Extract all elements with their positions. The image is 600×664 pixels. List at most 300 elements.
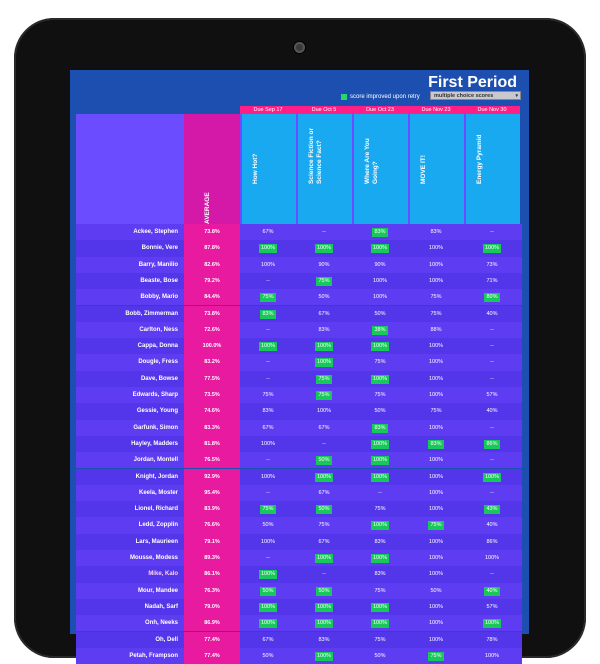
student-name[interactable]: Ackee, Stephen <box>133 229 178 235</box>
score-cell[interactable] <box>240 550 296 566</box>
score-cell[interactable] <box>408 224 464 240</box>
score-type-select[interactable] <box>430 91 521 100</box>
score-cell[interactable] <box>352 599 408 615</box>
score-cell[interactable] <box>408 501 464 517</box>
improved-score: 100% <box>316 603 332 610</box>
score-cell[interactable] <box>296 599 352 615</box>
score-cell[interactable] <box>352 452 408 468</box>
score-cell[interactable] <box>240 273 296 289</box>
score-cell[interactable] <box>352 240 408 256</box>
score-cell[interactable] <box>240 224 296 240</box>
student-name[interactable]: Beaste, Bose <box>140 277 178 284</box>
score-cell[interactable] <box>240 354 296 370</box>
score-cell[interactable] <box>296 501 352 517</box>
score-cell[interactable] <box>240 583 296 599</box>
score-value: 83% <box>374 538 386 545</box>
assignment-name: Where Are You Going? <box>364 138 379 184</box>
table-row[interactable] <box>76 240 522 256</box>
student-name[interactable]: Lars, Maurieen <box>135 538 178 545</box>
assignment-name: Science Fiction or Science Fact? <box>308 128 323 184</box>
score-cell[interactable] <box>352 338 408 354</box>
score-cell[interactable] <box>296 452 352 468</box>
average-cell: 86.9% <box>184 615 240 631</box>
improved-score: 100% <box>372 555 388 561</box>
score-value: 100% <box>260 261 276 268</box>
score-cell[interactable] <box>240 517 296 533</box>
score-value: 100% <box>428 424 444 431</box>
table-row[interactable] <box>76 289 522 305</box>
score-cell[interactable] <box>408 403 464 419</box>
score-cell[interactable] <box>408 289 464 305</box>
score-value: 88% <box>430 326 442 333</box>
score-cell[interactable] <box>408 469 464 485</box>
average-cell: 76.5% <box>184 452 240 468</box>
score-cell[interactable] <box>464 501 520 517</box>
improved-score: 100% <box>484 620 500 627</box>
score-cell[interactable] <box>296 632 352 648</box>
score-value: 75% <box>374 359 386 366</box>
score-cell[interactable] <box>464 566 520 582</box>
table-row[interactable] <box>76 550 522 566</box>
score-value: 67% <box>318 489 330 496</box>
score-cell[interactable] <box>352 469 408 485</box>
improved-score: 50% <box>318 457 330 464</box>
score-value: -- <box>490 359 494 366</box>
score-cell[interactable] <box>464 338 520 354</box>
score-cell[interactable] <box>464 273 520 289</box>
average-header[interactable] <box>184 114 240 224</box>
score-cell[interactable] <box>408 338 464 354</box>
score-value: 67% <box>262 636 274 643</box>
student-name[interactable]: Edwards, Sharp <box>132 392 178 398</box>
score-cell[interactable] <box>296 615 352 631</box>
score-cell[interactable] <box>408 273 464 289</box>
average-cell: 83.9% <box>184 501 240 517</box>
score-cell[interactable] <box>296 273 352 289</box>
score-value: 50% <box>262 652 274 659</box>
score-cell[interactable] <box>352 485 408 501</box>
score-value: 83% <box>318 636 330 643</box>
improved-score: 100% <box>260 343 276 350</box>
table-row[interactable] <box>76 306 522 322</box>
score-cell[interactable] <box>352 371 408 387</box>
score-cell[interactable] <box>240 501 296 517</box>
score-cell[interactable] <box>352 403 408 419</box>
score-cell[interactable] <box>464 599 520 615</box>
score-cell[interactable] <box>352 648 408 664</box>
score-cell[interactable] <box>408 436 464 452</box>
assignment-header[interactable] <box>240 114 296 224</box>
score-value: -- <box>490 424 494 431</box>
table-row[interactable] <box>76 566 522 582</box>
score-cell[interactable] <box>296 338 352 354</box>
score-cell[interactable] <box>408 387 464 403</box>
average-cell: 86.1% <box>184 566 240 582</box>
student-name[interactable]: Gessie, Young <box>136 408 178 415</box>
score-value: 75% <box>430 408 442 415</box>
table-row[interactable] <box>76 615 522 631</box>
due-date-label: Due Sep 17 <box>240 106 296 114</box>
score-cell[interactable] <box>352 550 408 566</box>
student-name[interactable]: Keela, Moster <box>138 489 178 496</box>
score-cell[interactable] <box>464 485 520 501</box>
average-cell: 82.6% <box>184 257 240 273</box>
score-value: 100% <box>260 538 276 545</box>
score-cell[interactable] <box>352 289 408 305</box>
score-cell[interactable] <box>464 289 520 305</box>
improved-score: 100% <box>484 473 500 480</box>
score-cell[interactable] <box>464 469 520 485</box>
score-cell[interactable] <box>296 485 352 501</box>
score-value: 67% <box>262 229 274 235</box>
score-cell[interactable] <box>240 485 296 501</box>
improved-score: 50% <box>262 587 274 594</box>
legend <box>341 94 420 100</box>
score-cell[interactable] <box>408 420 464 436</box>
score-value: 67% <box>318 310 330 317</box>
table-row[interactable] <box>76 371 522 387</box>
score-cell[interactable] <box>296 517 352 533</box>
improved-score: 75% <box>318 392 330 398</box>
student-name[interactable]: Bonnie, Vere <box>141 245 178 252</box>
table-row[interactable] <box>76 403 522 419</box>
score-cell[interactable] <box>352 354 408 370</box>
improved-score: 75% <box>262 506 274 513</box>
average-cell: 77.4% <box>184 632 240 648</box>
score-value: 67% <box>262 424 274 431</box>
score-cell[interactable] <box>296 240 352 256</box>
score-cell[interactable] <box>296 354 352 370</box>
score-cell[interactable] <box>408 566 464 582</box>
score-value: 100% <box>428 620 444 627</box>
improved-score: 75% <box>430 522 442 529</box>
score-value: 100% <box>316 408 332 415</box>
score-cell[interactable] <box>296 306 352 322</box>
average-cell: 76.3% <box>184 583 240 599</box>
score-cell[interactable] <box>408 583 464 599</box>
score-cell[interactable] <box>464 322 520 338</box>
average-cell: 100.0% <box>184 338 240 354</box>
score-value: -- <box>322 229 326 235</box>
score-cell[interactable] <box>408 599 464 615</box>
score-cell[interactable] <box>240 566 296 582</box>
score-cell[interactable] <box>352 387 408 403</box>
score-cell[interactable] <box>464 534 520 550</box>
average-cell: 73.5% <box>184 387 240 403</box>
table-row[interactable] <box>76 420 522 436</box>
student-name[interactable]: Carlton, Ness <box>139 326 178 333</box>
assignment-header[interactable] <box>464 114 520 224</box>
score-cell[interactable] <box>408 632 464 648</box>
table-row[interactable] <box>76 338 522 354</box>
score-cell[interactable] <box>464 420 520 436</box>
score-value: 100% <box>428 457 444 464</box>
score-cell[interactable] <box>240 436 296 452</box>
score-value: 75% <box>374 392 386 398</box>
assignment-header[interactable] <box>352 114 408 224</box>
score-cell[interactable] <box>352 501 408 517</box>
student-name[interactable]: Hayley, Madders <box>131 440 178 447</box>
score-value: 90% <box>374 261 386 268</box>
score-value: -- <box>490 457 494 464</box>
score-value: 67% <box>318 424 330 431</box>
score-value: 100% <box>428 375 444 382</box>
score-cell[interactable] <box>464 632 520 648</box>
improved-score: 100% <box>372 343 388 350</box>
score-cell[interactable] <box>240 534 296 550</box>
improved-score: 80% <box>486 294 498 301</box>
score-cell[interactable] <box>464 240 520 256</box>
score-cell[interactable] <box>464 354 520 370</box>
score-cell[interactable] <box>464 452 520 468</box>
page-title: First Period <box>428 74 517 91</box>
score-cell[interactable] <box>408 371 464 387</box>
score-cell[interactable] <box>352 436 408 452</box>
score-cell[interactable] <box>464 403 520 419</box>
score-cell[interactable] <box>296 387 352 403</box>
improved-score: 83% <box>430 440 442 447</box>
score-value: 86% <box>486 538 498 545</box>
score-cell[interactable] <box>352 224 408 240</box>
score-cell[interactable] <box>240 387 296 403</box>
score-value: 100% <box>428 636 444 643</box>
student-name[interactable]: Cappa, Donna <box>137 343 178 350</box>
improved-score: 100% <box>316 473 332 480</box>
improved-score: 83% <box>374 229 386 235</box>
student-name[interactable]: Bobby, Mario <box>140 294 178 301</box>
table-row[interactable] <box>76 534 522 550</box>
score-cell[interactable] <box>296 550 352 566</box>
gradebook-screen <box>70 70 529 659</box>
score-cell[interactable] <box>408 517 464 533</box>
table-row[interactable] <box>76 599 522 615</box>
score-cell[interactable] <box>408 240 464 256</box>
table-row[interactable] <box>76 485 522 501</box>
improved-score: 100% <box>260 620 276 627</box>
header-bar <box>70 70 529 106</box>
student-name[interactable]: Knight, Jordan <box>135 473 178 480</box>
table-row[interactable] <box>76 583 522 599</box>
score-value: -- <box>490 489 494 496</box>
score-value: -- <box>266 326 270 333</box>
score-cell[interactable] <box>296 469 352 485</box>
score-value: -- <box>322 571 326 578</box>
score-cell[interactable] <box>408 306 464 322</box>
score-cell[interactable] <box>240 648 296 664</box>
score-cell[interactable] <box>296 420 352 436</box>
chevron-down-icon: ▾ <box>515 93 518 99</box>
score-cell[interactable] <box>296 648 352 664</box>
score-value: 50% <box>374 408 386 415</box>
score-cell[interactable] <box>464 224 520 240</box>
score-cell[interactable] <box>352 615 408 631</box>
score-cell[interactable] <box>296 436 352 452</box>
average-cell: 95.4% <box>184 485 240 501</box>
table-row[interactable] <box>76 354 522 370</box>
score-cell[interactable] <box>296 403 352 419</box>
score-cell[interactable] <box>464 648 520 664</box>
score-cell[interactable] <box>240 240 296 256</box>
score-value: 100% <box>428 392 444 398</box>
score-value: 100% <box>428 359 444 366</box>
student-name[interactable]: Mour, Mandee <box>137 587 178 594</box>
table-row[interactable] <box>76 501 522 517</box>
score-cell[interactable] <box>408 257 464 273</box>
average-cell: 92.9% <box>184 469 240 485</box>
score-cell[interactable] <box>464 517 520 533</box>
score-cell[interactable] <box>296 371 352 387</box>
average-cell: 74.6% <box>184 403 240 419</box>
score-cell[interactable] <box>240 257 296 273</box>
student-name[interactable]: Oh, Dell <box>155 636 178 643</box>
score-cell[interactable] <box>296 257 352 273</box>
score-cell[interactable] <box>464 387 520 403</box>
table-row[interactable] <box>76 452 522 468</box>
score-cell[interactable] <box>296 534 352 550</box>
score-cell[interactable] <box>408 354 464 370</box>
score-value: -- <box>490 326 494 333</box>
score-cell[interactable] <box>352 534 408 550</box>
due-date-label: Due Nov 30 <box>464 106 520 114</box>
score-cell[interactable] <box>408 615 464 631</box>
score-cell[interactable] <box>408 485 464 501</box>
score-value: 83% <box>374 571 386 578</box>
score-value: 100% <box>428 538 444 545</box>
average-cell: 73.8% <box>184 224 240 240</box>
score-cell[interactable] <box>408 322 464 338</box>
improved-score: 75% <box>262 294 274 301</box>
score-cell[interactable] <box>240 371 296 387</box>
score-cell[interactable] <box>352 517 408 533</box>
improved-score: 100% <box>372 620 388 627</box>
score-cell[interactable] <box>352 306 408 322</box>
score-cell[interactable] <box>352 322 408 338</box>
score-cell[interactable] <box>296 322 352 338</box>
score-cell[interactable] <box>464 550 520 566</box>
student-name[interactable]: Lionel, Richard <box>134 506 178 513</box>
table-row[interactable] <box>76 322 522 338</box>
student-name[interactable]: Nadah, Sarf <box>144 603 178 610</box>
score-cell[interactable] <box>240 403 296 419</box>
score-cell[interactable] <box>464 371 520 387</box>
score-cell[interactable] <box>464 306 520 322</box>
table-row[interactable] <box>76 436 522 452</box>
assignment-header[interactable] <box>408 114 464 224</box>
student-name[interactable]: Barry, Manilio <box>138 261 178 268</box>
score-cell[interactable] <box>296 289 352 305</box>
score-cell[interactable] <box>240 306 296 322</box>
score-cell[interactable] <box>240 615 296 631</box>
score-cell[interactable] <box>464 436 520 452</box>
improved-score: 75% <box>318 277 330 284</box>
score-cell[interactable] <box>352 566 408 582</box>
score-value: 40% <box>486 310 498 317</box>
score-value: 71% <box>486 277 498 284</box>
improved-score: 50% <box>318 506 330 513</box>
improved-score: 100% <box>484 245 500 252</box>
table-row[interactable] <box>76 387 522 403</box>
student-name[interactable]: Mousse, Modess <box>129 555 178 561</box>
student-name[interactable]: Jordan, Montell <box>133 457 178 464</box>
improved-score: 38% <box>374 326 386 333</box>
score-value: 75% <box>430 310 442 317</box>
score-cell[interactable] <box>352 420 408 436</box>
improved-score: 100% <box>316 359 332 366</box>
score-cell[interactable] <box>240 599 296 615</box>
average-cell: 79.0% <box>184 599 240 615</box>
average-cell: 87.8% <box>184 240 240 256</box>
score-cell[interactable] <box>240 338 296 354</box>
table-row[interactable] <box>76 469 522 485</box>
table-row[interactable] <box>76 224 522 240</box>
student-name[interactable]: Mike, Kalo <box>148 571 178 578</box>
score-value: 75% <box>430 294 442 301</box>
table-row[interactable] <box>76 632 522 648</box>
score-value: 75% <box>374 587 386 594</box>
improved-score: 100% <box>372 603 388 610</box>
score-value: 100% <box>428 473 444 480</box>
score-value: -- <box>378 489 382 496</box>
score-cell[interactable] <box>464 615 520 631</box>
student-name[interactable]: Onh, Neeks <box>144 620 178 627</box>
student-name[interactable]: Bobb, Zimmerman <box>125 310 178 317</box>
score-cell[interactable] <box>352 632 408 648</box>
score-value: 75% <box>262 392 274 398</box>
due-date-label: Due Oct 23 <box>352 106 408 114</box>
improved-score: 100% <box>260 571 276 578</box>
student-name[interactable]: Petah, Frampson <box>129 652 178 659</box>
score-value: 50% <box>262 522 274 529</box>
name-header <box>76 114 184 224</box>
average-cell: 76.6% <box>184 517 240 533</box>
student-name[interactable]: Dougle, Fress <box>138 359 178 366</box>
score-cell[interactable] <box>296 566 352 582</box>
improved-score: 83% <box>262 310 274 317</box>
score-cell[interactable] <box>408 452 464 468</box>
student-name[interactable]: Garfunk, Simon <box>133 424 178 431</box>
score-cell[interactable] <box>408 550 464 566</box>
score-cell[interactable] <box>408 648 464 664</box>
score-cell[interactable] <box>296 224 352 240</box>
assignment-header[interactable] <box>296 114 352 224</box>
score-value: 75% <box>318 522 330 529</box>
score-cell[interactable] <box>240 322 296 338</box>
score-cell[interactable] <box>464 257 520 273</box>
score-cell[interactable] <box>296 583 352 599</box>
table-row[interactable] <box>76 273 522 289</box>
score-cell[interactable] <box>240 452 296 468</box>
score-cell[interactable] <box>240 469 296 485</box>
table-row[interactable] <box>76 257 522 273</box>
score-cell[interactable] <box>240 632 296 648</box>
student-name[interactable]: Ledd, Zopplin <box>138 522 178 529</box>
score-cell[interactable] <box>464 583 520 599</box>
score-cell[interactable] <box>408 534 464 550</box>
table-row[interactable] <box>76 517 522 533</box>
improved-score: 100% <box>316 245 332 252</box>
improved-score: 100% <box>260 603 276 610</box>
score-cell[interactable] <box>240 289 296 305</box>
score-cell[interactable] <box>352 257 408 273</box>
improved-swatch-icon <box>341 94 347 100</box>
score-value: 100% <box>428 277 444 284</box>
table-row[interactable] <box>76 648 522 664</box>
score-value: 100% <box>260 473 276 480</box>
student-name[interactable]: Dave, Bowse <box>140 375 178 382</box>
score-cell[interactable] <box>240 420 296 436</box>
score-cell[interactable] <box>352 583 408 599</box>
score-cell[interactable] <box>352 273 408 289</box>
